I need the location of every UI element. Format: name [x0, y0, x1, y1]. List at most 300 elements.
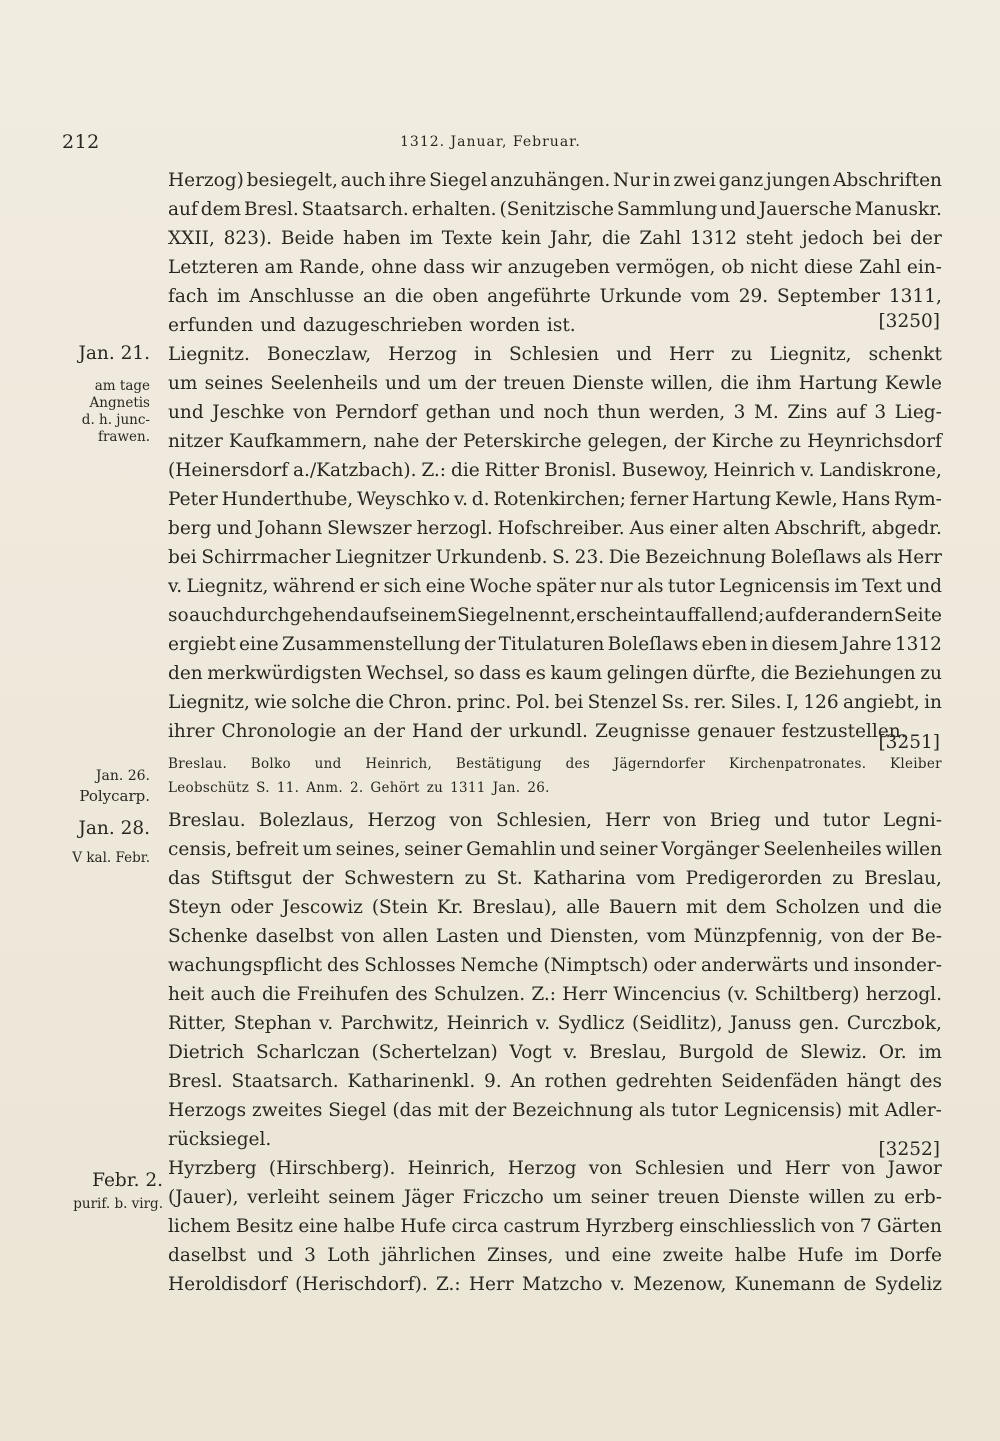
word: und: [385, 373, 421, 394]
word: Weyschko: [356, 489, 450, 510]
word: Bresl.: [168, 1071, 223, 1092]
word: Jahre: [841, 634, 892, 655]
word: auch: [189, 605, 235, 626]
word: (Stein: [371, 897, 428, 918]
text-line: [168, 166, 942, 195]
text-line: [168, 601, 942, 630]
word: zweites: [252, 1100, 323, 1121]
word: Slewszer: [327, 518, 412, 539]
word: in: [474, 344, 492, 365]
text-line: [168, 688, 942, 717]
word: 126: [803, 692, 839, 713]
word: angeführte: [487, 286, 591, 307]
word: Perndorf: [335, 402, 418, 423]
word: Nur: [613, 170, 650, 191]
word: diesem: [771, 634, 839, 655]
word: 29.: [738, 286, 769, 307]
word: des: [395, 984, 428, 1005]
word: Herzog: [367, 810, 437, 831]
word: Lasten: [435, 926, 499, 947]
word: Urkundenb.: [435, 547, 548, 568]
word: eine: [611, 1245, 652, 1266]
word: Münzpfennig,: [693, 926, 824, 947]
word: es: [525, 663, 546, 684]
word: eine: [425, 576, 466, 597]
word: Rotenkirchen;: [493, 489, 627, 510]
word: zu: [779, 431, 802, 452]
word: Schulzen.: [433, 984, 526, 1005]
word: thun: [597, 402, 641, 423]
text-line: [168, 1212, 942, 1241]
word: alle: [566, 897, 600, 918]
word: S.: [256, 780, 270, 796]
word: Liegnitzer: [335, 547, 431, 568]
word: Pol.: [515, 692, 551, 713]
word: dürfte,: [692, 663, 757, 684]
text-line: [168, 282, 942, 311]
word: zu: [464, 868, 487, 889]
word: Bestätigung: [455, 756, 542, 772]
word: S.: [552, 547, 571, 568]
word: Z.:: [436, 1274, 461, 1295]
word: tutor: [671, 1100, 718, 1121]
word: Abschriften: [833, 170, 942, 191]
word: 3: [304, 1245, 316, 1266]
word: anzuhängen.: [490, 170, 611, 191]
word: auffallend;: [664, 605, 765, 626]
word: von: [588, 1158, 623, 1179]
word: ihre: [388, 170, 427, 191]
word: der: [302, 868, 334, 889]
text-line: [168, 717, 942, 746]
word: im: [918, 1042, 942, 1063]
word: Scholzen: [775, 897, 860, 918]
word: (v.: [726, 984, 749, 1005]
word: nennt,: [515, 605, 576, 626]
word: circa: [451, 1216, 499, 1237]
word: Bezeichnung: [512, 1100, 634, 1121]
word: (Hirschberg).: [268, 1158, 396, 1179]
word: Kleiber: [890, 756, 942, 772]
word: Januss: [730, 1013, 792, 1034]
word: Text: [862, 576, 902, 597]
word: im: [834, 576, 858, 597]
word: ist.: [546, 315, 576, 336]
word: rücksiegel.: [168, 1129, 272, 1150]
word: Ritter,: [168, 1013, 227, 1034]
word: auf: [764, 605, 795, 626]
word: halbe: [343, 1216, 396, 1237]
word: Breslau,: [864, 868, 942, 889]
word: Schlesien: [509, 344, 600, 365]
word: 1312: [894, 634, 942, 655]
word: und: [168, 402, 204, 423]
word: haben: [342, 228, 401, 249]
word: Zinses,: [486, 1245, 554, 1266]
word: oder: [653, 955, 697, 976]
word: und: [906, 576, 942, 597]
word: zu: [832, 868, 854, 889]
word: Predigerorden: [685, 868, 822, 889]
word: 23.: [574, 547, 605, 568]
word: seiner: [590, 1187, 649, 1208]
word: Hans: [841, 489, 891, 510]
word: a./Katzbach).: [293, 460, 417, 481]
word: Schirrmacher: [201, 547, 331, 568]
word: Siegel: [328, 1100, 387, 1121]
word: so: [453, 663, 475, 684]
word: Herr: [562, 984, 608, 1005]
word: merkwürdigsten: [207, 663, 362, 684]
word: Liegnitz.: [168, 344, 250, 365]
word: Rym-: [894, 489, 942, 510]
word: und: [616, 344, 652, 365]
word: Heroldisdorf: [168, 1274, 287, 1295]
word: seiner: [404, 839, 463, 860]
word: einer: [669, 518, 718, 539]
word: Kewle: [884, 373, 942, 394]
word: nur: [600, 576, 633, 597]
text-line-small: [168, 752, 942, 776]
margin-note-jan-21: [50, 378, 150, 446]
word: Bresl.: [244, 199, 299, 220]
word: am: [264, 257, 294, 278]
text-line: [168, 1067, 942, 1096]
word: als: [866, 547, 893, 568]
word: zu: [873, 1187, 896, 1208]
word: und: [559, 839, 596, 860]
word: von: [841, 1158, 876, 1179]
word: werden,: [648, 402, 726, 423]
word: seinem: [328, 1187, 396, 1208]
word: Beide: [280, 228, 335, 249]
word: auf: [836, 402, 866, 423]
word: Zahl: [859, 257, 901, 278]
word: ganz: [718, 170, 764, 191]
word: kaum: [550, 663, 603, 684]
word: 11.: [276, 780, 300, 796]
word: Herr: [605, 810, 650, 831]
word: Kirchenpatronates.: [729, 756, 867, 772]
word: ihrer: [168, 721, 215, 742]
margin-note-line: am tage: [94, 378, 150, 394]
word: im: [409, 228, 433, 249]
word: diese: [803, 257, 854, 278]
word: noch: [543, 402, 589, 423]
word: und: [868, 897, 905, 918]
word: Dorfe: [889, 1245, 942, 1266]
word: nitzer: [168, 431, 223, 452]
word: Liegnitz,: [769, 344, 852, 365]
word: oder: [230, 897, 274, 918]
word: Z.:: [531, 984, 556, 1005]
word: Heinrich: [713, 460, 796, 481]
word: den: [168, 663, 203, 684]
word: Bezeichnung: [645, 547, 767, 568]
word: tutor: [822, 810, 870, 831]
word: bei: [554, 692, 584, 713]
word: verleiht: [247, 1187, 320, 1208]
word: Peterskirche: [463, 431, 582, 452]
word: Stenzel: [587, 692, 658, 713]
word: M.: [753, 402, 779, 423]
word: der: [373, 721, 405, 742]
word: eine: [239, 634, 279, 655]
word: 1311: [450, 780, 486, 796]
word: Siegel: [457, 605, 516, 626]
word: willen: [808, 1187, 865, 1208]
word: (Nimptsch): [543, 955, 649, 976]
margin-note-line: Angnetis: [89, 395, 150, 411]
word: Schlosses: [364, 955, 456, 976]
word: Seidenfäden: [721, 1071, 838, 1092]
word: Friczcho: [462, 1187, 544, 1208]
word: Letzteren: [168, 257, 259, 278]
word: angiebt,: [842, 692, 920, 713]
word: dass: [423, 257, 465, 278]
word: willen: [885, 839, 942, 860]
text-line: [168, 456, 942, 485]
word: Diensten,: [549, 926, 640, 947]
word: Breslau),: [472, 897, 558, 918]
word: der: [871, 926, 904, 947]
word: Breslau,: [589, 1042, 667, 1063]
word: princ.: [456, 692, 512, 713]
text-line-small: [168, 776, 942, 800]
word: 9.: [484, 1071, 502, 1092]
text-line: [168, 311, 942, 340]
word: Adler-: [884, 1100, 942, 1121]
word: Schlesien,: [496, 810, 592, 831]
word: (Senitzische: [499, 199, 614, 220]
text-line: [168, 1096, 942, 1125]
word: Kr.: [436, 897, 464, 918]
word: und: [314, 756, 342, 772]
word: schenkt: [868, 344, 942, 365]
word: Legnicensis: [719, 576, 831, 597]
word: des: [909, 1071, 942, 1092]
word: Schenke: [168, 926, 248, 947]
word: dass: [479, 663, 521, 684]
word: de: [765, 1042, 789, 1063]
word: Dietrich: [168, 1042, 245, 1063]
word: Mezenow,: [633, 1274, 727, 1295]
word: worden: [469, 315, 540, 336]
word: Schiltberg): [754, 984, 860, 1005]
word: später: [536, 576, 596, 597]
word: und: [774, 810, 810, 831]
word: von: [341, 926, 375, 947]
word: das: [168, 868, 201, 889]
word: so: [168, 605, 189, 626]
word: der: [795, 605, 827, 626]
word: besiegelt,: [246, 170, 338, 191]
word: Hunderthube,: [221, 489, 354, 510]
word: Sammlung: [616, 199, 718, 220]
word: auf: [359, 605, 390, 626]
running-head: 1312. Januar, Februar.: [400, 134, 581, 150]
text-line: [168, 340, 942, 369]
word: Hofschreiber.: [497, 518, 625, 539]
word: im: [854, 1245, 879, 1266]
entry-number-3250: [3250]: [878, 311, 940, 332]
word: 3: [874, 402, 887, 423]
word: gen.: [798, 1013, 840, 1034]
word: Anschlusse: [249, 286, 355, 307]
word: der: [469, 721, 502, 742]
word: die: [760, 663, 790, 684]
margin-note-jan-26: Polycarp.: [79, 787, 150, 805]
word: 26.: [527, 780, 550, 796]
word: Herzog: [388, 344, 457, 365]
word: um: [302, 839, 332, 860]
word: seiner: [599, 839, 658, 860]
word: Hufe: [797, 1245, 844, 1266]
word: und: [736, 1158, 773, 1179]
word: (Jauer),: [168, 1187, 239, 1208]
word: heit: [168, 984, 205, 1005]
word: (Seidlitz),: [631, 1013, 723, 1034]
word: erb-: [904, 1187, 942, 1208]
word: der: [474, 1100, 507, 1121]
text-line: [168, 572, 942, 601]
word: Stephan: [233, 1013, 312, 1034]
word: Beziehungen: [794, 663, 916, 684]
word: um: [168, 373, 198, 394]
word: ferner: [629, 489, 689, 510]
text-line: [168, 922, 942, 951]
word: Die: [608, 547, 641, 568]
word: Seelenheiles: [763, 839, 882, 860]
word: zwei: [673, 170, 716, 191]
word: erscheint: [576, 605, 664, 626]
word: Gemahlin: [466, 839, 557, 860]
margin-note-line: frawen.: [97, 429, 150, 445]
page-number: 212: [62, 131, 100, 153]
word: zu: [730, 344, 753, 365]
word: v.: [563, 1042, 578, 1063]
word: daselbst: [168, 1245, 247, 1266]
word: herzogl.: [865, 984, 942, 1005]
word: Johann: [256, 518, 323, 539]
word: Jahr,: [550, 228, 594, 249]
word: mit: [437, 1100, 469, 1121]
word: Schwestern: [343, 868, 455, 889]
text-line: [168, 980, 942, 1009]
word: (das: [392, 1100, 432, 1121]
word: die: [394, 286, 424, 307]
word: alten: [722, 518, 770, 539]
word: die: [601, 228, 631, 249]
word: ergiebt: [168, 634, 236, 655]
word: Heinrich,: [365, 756, 433, 772]
word: Bronisl.: [544, 460, 617, 481]
word: Hand: [411, 721, 463, 742]
word: der: [463, 634, 496, 655]
word: tutor: [667, 576, 715, 597]
word: in: [750, 634, 769, 655]
word: im: [217, 286, 241, 307]
word: Legnicensis): [723, 1100, 843, 1121]
word: Stiftsgut: [210, 868, 292, 889]
word: (Herischdorf).: [295, 1274, 428, 1295]
word: September: [777, 286, 881, 307]
word: Boneczlaw,: [267, 344, 372, 365]
word: Zeugnisse: [594, 721, 691, 742]
word: Titulaturen: [498, 634, 605, 655]
word: die: [913, 897, 942, 918]
word: von: [821, 1216, 855, 1237]
word: die: [450, 460, 480, 481]
word: als: [637, 576, 664, 597]
margin-date-jan-21: Jan. 21.: [78, 343, 150, 364]
word: Bolko: [250, 756, 291, 772]
margin-note-line: d. h. junc-: [81, 412, 150, 428]
text-line: [168, 835, 942, 864]
word: Jeschke: [212, 402, 285, 423]
word: Aus: [629, 518, 665, 539]
text-line: [168, 1038, 942, 1067]
word: Chron.: [388, 692, 453, 713]
word: in: [924, 692, 942, 713]
word: Dienste: [728, 1187, 800, 1208]
word: rothen: [544, 1071, 607, 1092]
word: einschliesslich: [679, 1216, 816, 1237]
word: Hyrzberg: [168, 1158, 257, 1179]
word: Zahl: [639, 228, 682, 249]
word: als: [638, 1100, 666, 1121]
word: Jan.: [492, 780, 521, 796]
word: treuen: [503, 373, 566, 394]
margin-date-jan-28: Jan. 28.: [78, 818, 150, 839]
word: Peter: [168, 489, 218, 510]
word: 7: [859, 1216, 872, 1237]
word: auch: [210, 984, 256, 1005]
word: bei: [168, 547, 197, 568]
word: jährlichen: [381, 1245, 476, 1266]
word: Jägerndorfer: [613, 756, 706, 772]
word: Katharina: [532, 868, 626, 889]
word: 1312: [689, 228, 738, 249]
word: gelegen,: [587, 431, 668, 452]
word: Kaufkammern,: [228, 431, 368, 452]
word: zu: [920, 663, 942, 684]
word: 2.: [349, 780, 364, 796]
word: kein: [501, 228, 542, 249]
word: der: [910, 228, 942, 249]
word: 823).: [223, 228, 273, 249]
text-line: [168, 806, 942, 835]
word: wie: [254, 692, 287, 713]
word: Besitz: [235, 1216, 294, 1237]
text-line: [168, 253, 942, 282]
word: hängt: [846, 1071, 901, 1092]
word: insonder-: [853, 955, 942, 976]
word: abgedr.: [871, 518, 942, 539]
text-line: [168, 485, 942, 514]
word: I,: [785, 692, 800, 713]
word: Manuskr.: [854, 199, 942, 220]
word: Breslau.: [168, 756, 228, 772]
word: vom: [690, 286, 730, 307]
text-line: [168, 369, 942, 398]
word: zweite: [662, 1245, 724, 1266]
word: Matzcho: [521, 1274, 603, 1295]
margin-note-jan-28: V kal. Febr.: [72, 850, 150, 866]
word: ein-: [906, 257, 942, 278]
word: Landiskrone,: [819, 460, 942, 481]
word: festzustellen.: [781, 721, 907, 742]
